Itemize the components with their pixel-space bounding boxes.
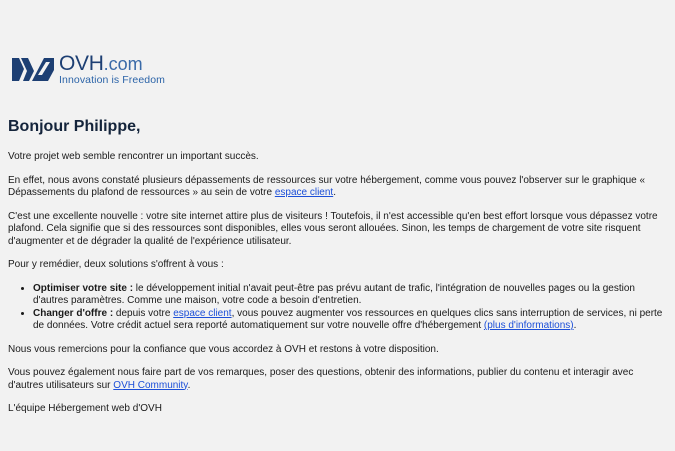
greeting-heading: Bonjour Philippe,	[8, 118, 141, 135]
logo-tagline: Innovation is Freedom	[59, 74, 165, 86]
ovh-logo-icon	[8, 54, 56, 84]
paragraph-overruns: En effet, nous avons constaté plusieurs dépassements de ressources sur votre hébergement, comme vous pouvez l'observer sur le graphique « Dépassements du plafond de ressources » au sein de votre espace client.	[8, 174, 646, 198]
paragraph-thanks: Nous vous remercions pour la confiance que vous accordez à OVH et restons à votre disposition.	[8, 343, 439, 355]
more-info-link[interactable]: (plus d'informations)	[483, 320, 574, 331]
ovh-community-link[interactable]: OVH Community	[113, 379, 188, 391]
paragraph-success: Votre projet web semble rencontrer un important succès.	[8, 151, 259, 162]
solutions-list	[8, 283, 668, 333]
solution-title: Changer d'offre :	[33, 307, 114, 319]
message-content	[8, 117, 668, 427]
signature: L'équipe Hébergement web d'OVH	[8, 403, 162, 414]
customer-area-link[interactable]: espace client	[274, 187, 334, 198]
logo-brand: OVH .com	[59, 52, 143, 75]
customer-area-link[interactable]: espace client	[173, 307, 232, 319]
paragraph-solutions-intro: Pour y remédier, deux solutions s'offrent à vous :	[8, 259, 224, 270]
list-item: • Changer d'offre : depuis votre espace client, vous pouvez augmenter vos ressources en quelques clics sans interruption de services, ni perte de données. Votre crédit actuel sera reporté automatiquement sur votre nouvelle offre d'hébergement (plus d'informations).	[33, 308, 668, 333]
solution-title: Optimiser votre site :	[33, 282, 134, 294]
paragraph-best-effort: C'est une excellente nouvelle : votre site internet attire plus de visiteurs ! Toutefois, il n'est accessible qu'en best effort lorsque vous dépassez votre plafond. Cela signifie que si des ressources sont disponibles, elles vous seront allouées. Sinon, les temps de chargement de votre site risquent d'augmenter et de dégrader la qualité de l'expérience utilisateur.	[8, 210, 658, 247]
paragraph-community: Vous pouvez également nous faire part de vos remarques, poser des questions, obtenir des informations, publier du contenu et interagir avec d'autres utilisateurs sur OVH Community.	[8, 367, 634, 391]
ovh-logo	[8, 53, 165, 85]
list-item: • Optimiser votre site : le développement initial n'avait peut-être pas prévu autant de trafic, l'intégration de nouvelles pages ou la gestion d'autres paramètres. Comme une maison, votre code a besoin d'entretien.	[33, 283, 668, 308]
